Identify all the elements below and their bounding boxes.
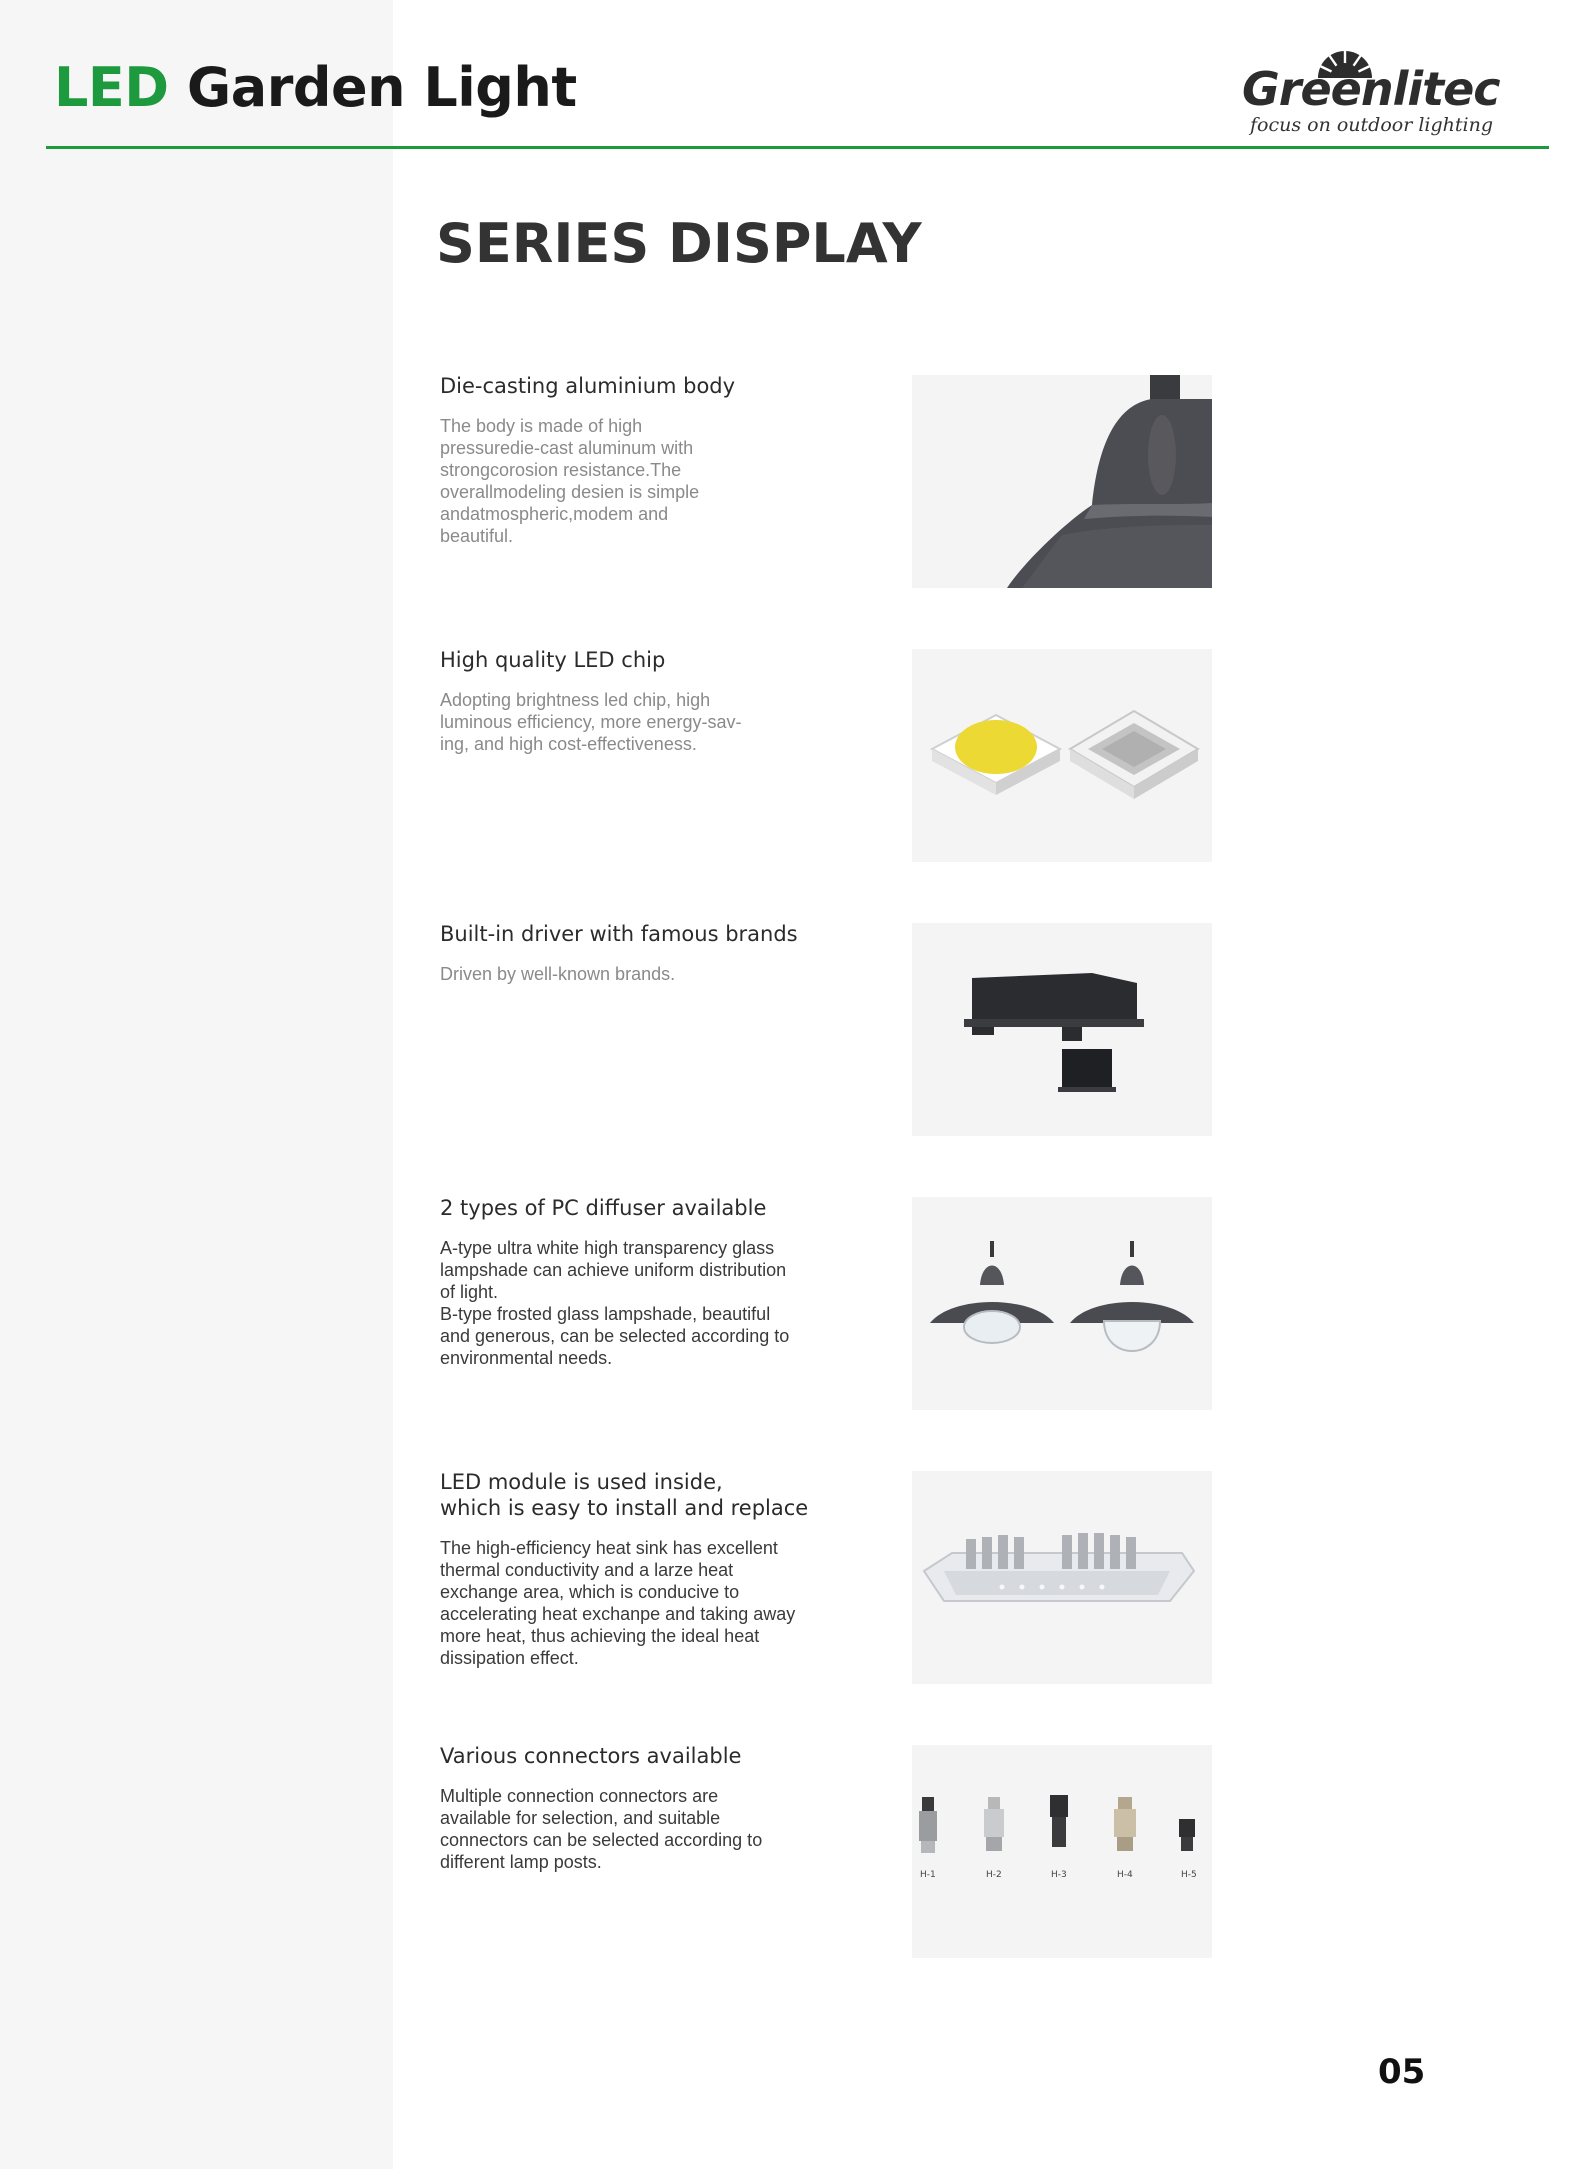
feature-text: Adopting brightness led chip, high luminous efficiency, more energy-sav- ing, and high cost-effectiveness. (440, 690, 742, 754)
feature-connectors (440, 1743, 840, 1873)
feature-title: Various connectors available (440, 1744, 742, 1768)
feature-title: LED module is used inside, which is easy to install and replace (440, 1470, 809, 1520)
feature-title: High quality LED chip (440, 648, 666, 672)
page-number: 05 (1378, 2052, 1426, 2092)
logo-wordmark: Greenlitec (1242, 62, 1500, 116)
lamp-housing-image (912, 375, 1212, 588)
title-rest: Garden Light (168, 56, 577, 119)
left-panel (0, 0, 393, 2169)
feature-text: The high-efficiency heat sink has excellent thermal conductivity and a larze heat exchange area, which is conducive to accelerating heat exchanpe and taking away more heat, thus achieving the ideal heat dissipation effect. (440, 1538, 796, 1668)
brand-logo (1238, 44, 1538, 144)
connector-h2 (984, 1797, 1004, 1851)
feature-led-module (440, 1469, 840, 1669)
feature-pc-diffuser (440, 1195, 840, 1369)
feature-text: Multiple connection connectors are available for selection, and suitable connectors can be selected according to different lamp posts. (440, 1786, 763, 1872)
feature-die-casting (440, 373, 840, 547)
section-title: SERIES DISPLAY (436, 212, 922, 275)
feature-title: 2 types of PC diffuser available (440, 1196, 767, 1220)
connector-label-h1: H-1 (920, 1870, 936, 1880)
feature-led-chip (440, 647, 840, 755)
connectors-image (912, 1745, 1212, 1958)
connector-label-h3: H-3 (1051, 1870, 1067, 1880)
feature-text: Driven by well-known brands. (440, 964, 676, 984)
feature-title: Built-in driver with famous brands (440, 922, 798, 946)
connector-label-h2: H-2 (986, 1870, 1002, 1880)
led-chips-image (912, 649, 1212, 862)
led-module-image (912, 1471, 1212, 1684)
connector-h3 (1050, 1795, 1068, 1847)
connector-h5 (1179, 1819, 1195, 1851)
two-lamps-image (912, 1197, 1212, 1410)
feature-text: The body is made of high pressuredie-cast aluminum with strongcorosion resistance.The overallmodeling desien is simple andatmospheric,modem and beautiful. (440, 416, 700, 546)
title-accent: LED (54, 56, 169, 119)
feature-title: Die-casting aluminium body (440, 374, 736, 398)
header-divider (46, 146, 1549, 149)
logo-tagline: focus on outdoor lighting (1250, 114, 1493, 136)
page-title (54, 56, 577, 119)
feature-driver (440, 921, 840, 985)
connector-h4 (1114, 1797, 1136, 1851)
connector-label-h5: H-5 (1181, 1870, 1197, 1880)
connector-label-h4: H-4 (1117, 1870, 1133, 1880)
feature-text: A-type ultra white high transparency glass lampshade can achieve uniform distribution of light. B-type frosted glass lampshade, beautiful and generous, can be selected according to environmental needs. (440, 1238, 790, 1368)
connector-h1 (919, 1797, 937, 1853)
driver-box-image (912, 923, 1212, 1136)
